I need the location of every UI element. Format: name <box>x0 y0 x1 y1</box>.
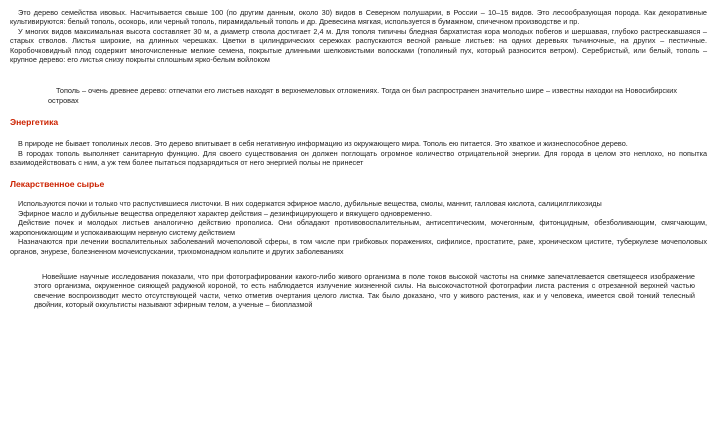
energy-paragraph-2: В городах тополь выполняет санитарную функцию. Для своего существования он должен поглощать огромное количество отрицательной энергии. Для города в целом это неплохо, но попытка взаимодействовать с ним, а уж тем более пытаться подзарядиться от него энергией польы не принесет <box>10 148 707 168</box>
intro-paragraph-1: Это дерево семейства ивовых. Насчитывается свыше 100 (по другим данным, около 30) видов в Северном полушарии, в России – 10–15 видов. Это лесообразующая порода. Как декоративные культивируются: белый тополь, осокорь, или черный тополь, пирамидальный тополь и др. Древесина мягкая, используется в бумажном, спичечном производстве и пр. <box>10 8 707 27</box>
energy-heading: Энергетика <box>10 117 59 128</box>
medicine-quote: Новейшие научные исследования показали, что при фотографировании какого-либо живого организма в поле токов высокой частоты на снимке запечатлевается светящееся изображение этого организма, окруженное сияющей радужной короной, то есть наблюдается излучение жизненной силы. На высокочастотной фотографии листа растения с отрезанной верхней частью свечение воспроизводит место отсутствующей части, четко отметив очертания целого листка. Так было доказано, что у живого растения, как и у человека, имеется свой тонкий телесный двойник, который оккультисты называют эфирным телом, а ученые – биоплазмой <box>34 271 695 310</box>
intro-paragraph-2: У многих видов максимальная высота составляет 30 м, а диаметр ствола достигает 2,4 м. Для тополя типичны бледная бархатистая кора молодых побегов и шершавая, глубоко растрескавшаяся – старых стволов. Листья широкие, на длинных черешках. Цветки в цилиндрических сережках распускаются весной раньше листьев: на одних деревьях тычиночные, на других – пестичные. Коробочковидный плод содержит многочисленные мелкие семена, покрытые длинными шелковистыми волосками (тополиный пух, который разносится ветром). Серебристый, или белый, тополь – крупное дерево: его листья снизу покрыты сплошным ярко-белым войлоком <box>10 26 707 65</box>
medicine-heading: Лекарственное сырье <box>10 179 105 190</box>
medicine-paragraph-3: Действие почек и молодых листьев аналогично действию прополиса. Они обладают противовоспалительным, антисептическим, мочегонным, фитонцидным, обезболивающим, смягчающим, жаропонижающим и успокаивающим нервную систему действием <box>10 218 707 237</box>
medicine-paragraph-4: Назначаются при лечении воспалительных заболеваний мочеполовой сферы, в том числе при грибковых поражениях, сифилисе, простатите, раке, хроническом цистите, туберкулезе мочеполовых органов, энурезе, болезненном мочеиспускании, трихомонадном кольпите и других заболеваниях <box>10 237 707 256</box>
energy-paragraph-1: В природе не бывает тополиных лесов. Это дерево впитывает в себя негативную информацию из окружающего мира. Тополь ею питается. Это хваткое и жизнеспособное дерево. <box>18 139 628 149</box>
medicine-paragraph-2: Эфирное масло и дубильные вещества определяют характер действия – дезинфицирующего и вяжущего одновременно. <box>18 208 433 218</box>
medicine-paragraph-1: Используются почки и только что распустившиеся листочки. В них содержатся эфирное масло, дубильные вещества, смолы, маннит, галловая кислота, салицилгликозиды <box>18 199 602 209</box>
intro-quote: Тополь – очень древнее дерево: отпечатки его листьев находят в верхнемеловых отложениях. Тогда он был распространен значительно шире – известны находки на Новосибирских островах <box>48 86 677 105</box>
